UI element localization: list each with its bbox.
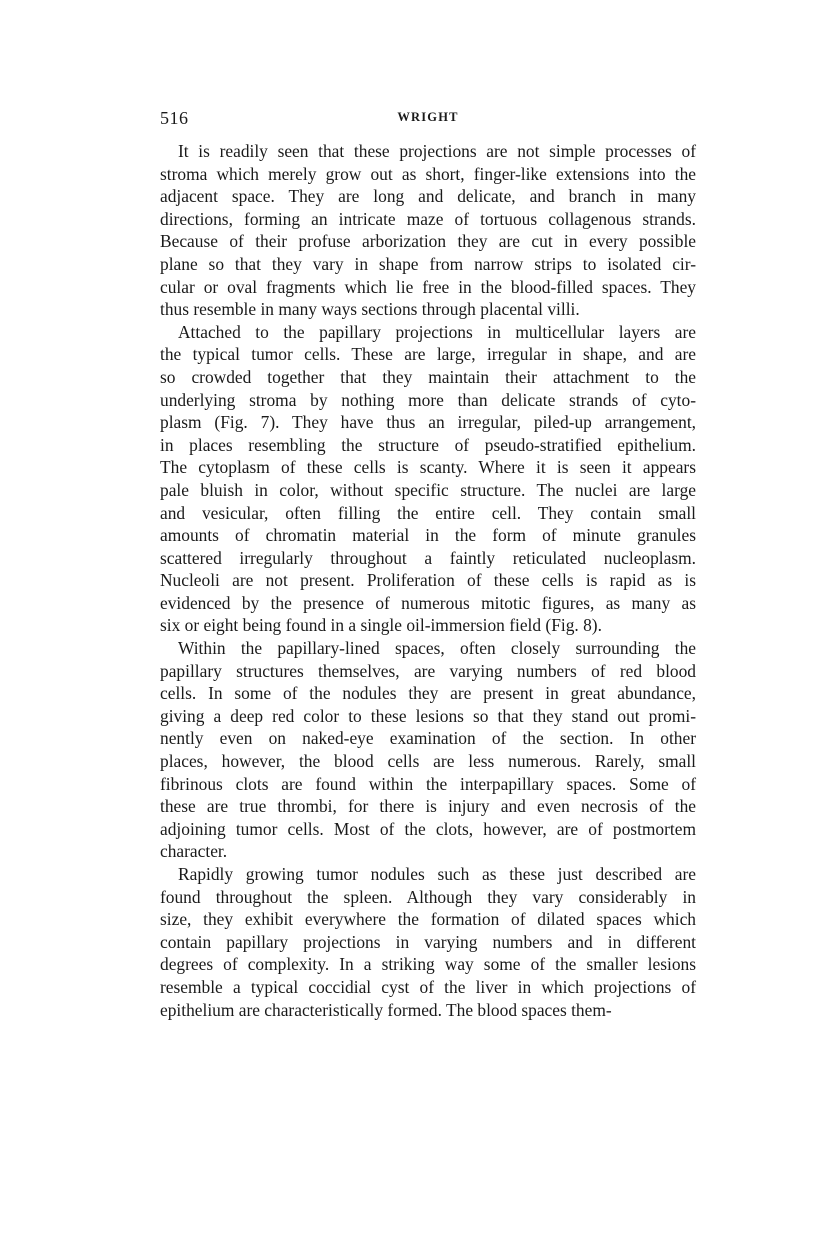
paragraph (160, 321, 696, 637)
paragraph-line: so crowded together that they maintain their attachment to the (160, 366, 696, 387)
paragraph-line: fibrinous clots are found within the interpapillary spaces. Some of (160, 773, 696, 794)
paragraph-line: the typical tumor cells. These are large, irregular in shape, and are (160, 344, 696, 365)
paragraph-container (160, 140, 696, 1021)
paragraph-line: papillary structures themselves, are varying numbers of red blood (160, 660, 696, 681)
paragraph-line: these are true thrombi, for there is injury and even necrosis of the (160, 796, 696, 817)
paragraph-line: places, however, the blood cells are less numerous. Rarely, small (160, 751, 696, 772)
paragraph-line: amounts of chromatin material in the form of minute granules (160, 525, 696, 546)
paragraph-line: cular or oval fragments which lie free in the blood-filled spaces. They (160, 276, 696, 297)
running-title: WRIGHT (397, 110, 459, 124)
paragraph-line: epithelium are characteristically formed. The blood spaces them- (160, 999, 612, 1020)
paragraph-line: nently even on naked-eye examination of the section. In other (160, 728, 696, 749)
paragraph-line: resemble a typical coccidial cyst of the liver in which projections of (160, 976, 696, 997)
paragraph-line: pale bluish in color, without specific structure. The nuclei are large (160, 479, 696, 500)
page (160, 108, 696, 1021)
paragraph-line: evidenced by the presence of numerous mitotic figures, as many as (160, 592, 696, 613)
paragraph-line: It is readily seen that these projections are not simple processes of (178, 141, 696, 161)
paragraph-line: size, they exhibit everywhere the formation of dilated spaces which (160, 909, 696, 930)
paragraph-line: Within the papillary-lined spaces, often closely surrounding the (178, 638, 696, 659)
paragraph-line: adjoining tumor cells. Most of the clots, however, are of postmortem (160, 818, 696, 839)
paragraph-line: cells. In some of the nodules they are present in great abundance, (160, 683, 696, 704)
running-head (160, 108, 696, 134)
paragraph (160, 140, 696, 321)
paragraph-line: directions, forming an intricate maze of tortuous collagenous strands. (160, 208, 696, 229)
paragraph (160, 637, 696, 863)
paragraph-line: thus resemble in many ways sections through placental villi. (160, 299, 580, 320)
paragraph-line: adjacent space. They are long and delicate, and branch in many (160, 186, 696, 207)
paragraph (160, 863, 696, 1021)
body-text (160, 140, 696, 1021)
paragraph-line: underlying stroma by nothing more than delicate strands of cyto- (160, 389, 696, 410)
paragraph-line: contain papillary projections in varying numbers and in different (160, 931, 696, 952)
paragraph-line: Nucleoli are not present. Proliferation of these cells is rapid as is (160, 570, 696, 591)
page-number: 516 (160, 108, 189, 128)
paragraph-line: scattered irregularly throughout a faintly reticulated nucleoplasm. (160, 547, 696, 568)
paragraph-line: found throughout the spleen. Although they vary considerably in (160, 886, 696, 907)
paragraph-line: six or eight being found in a single oil-immersion field (Fig. 8). (160, 615, 602, 636)
paragraph-line: character. (160, 841, 228, 862)
paragraph-line: plasm (Fig. 7). They have thus an irregular, piled-up arrangement, (160, 412, 696, 433)
paragraph-line: The cytoplasm of these cells is scanty. Where it is seen it appears (160, 457, 696, 478)
paragraph-line: and vesicular, often filling the entire cell. They contain small (160, 502, 696, 523)
paragraph-line: Attached to the papillary projections in multicellular layers are (178, 321, 696, 342)
paragraph-line: degrees of complexity. In a striking way some of the smaller lesions (160, 954, 696, 975)
paragraph-line: plane so that they vary in shape from narrow strips to isolated cir- (160, 253, 696, 274)
paragraph-line: stroma which merely grow out as short, finger-like extensions into the (160, 163, 696, 184)
paragraph-line: giving a deep red color to these lesions so that they stand out promi- (160, 705, 696, 726)
paragraph-line: Rapidly growing tumor nodules such as these just described are (178, 864, 696, 884)
paragraph-line: in places resembling the structure of pseudo-stratified epithelium. (160, 434, 696, 455)
paragraph-line: Because of their profuse arborization they are cut in every possible (160, 231, 696, 252)
